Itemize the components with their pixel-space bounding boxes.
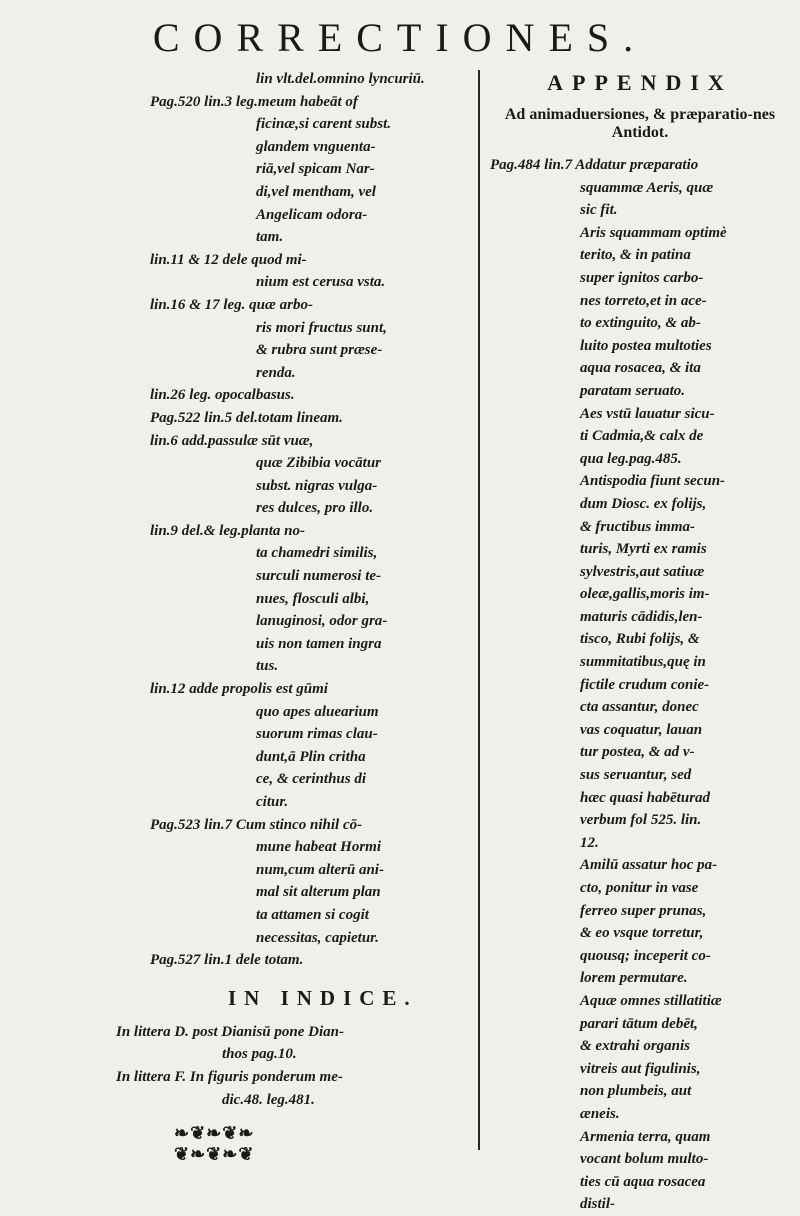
index-line: thos pag.10.	[222, 1046, 297, 1063]
text-line	[490, 719, 790, 742]
text-line	[150, 791, 465, 814]
line-text: ti Cadmia,& calx de	[580, 428, 704, 445]
text-line	[150, 475, 465, 498]
line-text: suorum rimas clau-	[256, 726, 378, 743]
line-text: ce, & cerinthus di	[256, 771, 367, 788]
line-text: cto, ponitur in vase	[580, 880, 699, 896]
line-text: luito postea multoties	[580, 337, 712, 354]
text-line	[150, 136, 465, 159]
line-text: res dulces, pro illo.	[256, 500, 374, 517]
text-line	[490, 1126, 790, 1149]
line-text: æneis.	[580, 1105, 620, 1122]
text-line	[490, 696, 790, 719]
line-text: mune habeat Hormi	[256, 839, 382, 856]
text-line	[490, 741, 790, 764]
text-line	[490, 764, 790, 787]
line-text: nues, flosculi albi,	[256, 590, 370, 607]
text-line	[490, 244, 790, 267]
line-text: & fructibus imma-	[580, 518, 696, 535]
line-text: glandem vnguenta-	[256, 138, 376, 155]
line-text: Aes vstū lauatur sicu-	[580, 405, 715, 422]
text-line	[490, 1171, 790, 1194]
text-line	[150, 158, 465, 181]
text-line	[150, 723, 465, 746]
line-text: sus seruantur, sed	[580, 767, 692, 784]
text-line	[490, 628, 790, 651]
line-text: leg. opocalbasus.	[189, 387, 295, 404]
text-line	[150, 204, 465, 227]
line-reference: lin.6	[150, 432, 178, 449]
text-line	[150, 271, 465, 294]
text-line	[490, 357, 790, 380]
line-reference: Pag.523 lin.7	[150, 816, 233, 833]
text-line	[490, 832, 790, 855]
text-line	[150, 678, 465, 701]
line-text: del.totam lineam.	[235, 409, 343, 426]
text-line	[150, 836, 465, 859]
text-line	[490, 1148, 790, 1171]
text-line	[490, 177, 790, 200]
line-text: distil-	[580, 1196, 616, 1213]
text-line	[150, 655, 465, 678]
text-line	[150, 339, 465, 362]
line-text: num,cum alterū ani-	[256, 861, 384, 878]
line-text: renda.	[256, 364, 296, 381]
text-line	[150, 610, 465, 633]
text-line	[150, 113, 465, 136]
line-text: non plumbeis, aut	[580, 1083, 692, 1100]
text-line	[150, 294, 465, 317]
line-reference: lin.16	[150, 296, 186, 313]
line-text: fictile crudum conie-	[580, 676, 710, 693]
line-text: sylvestris,aut satiuæ	[580, 563, 705, 580]
text-line	[150, 226, 465, 249]
left-column	[116, 68, 465, 1165]
line-text: lanuginosi, odor gra-	[256, 613, 388, 630]
text-line	[150, 181, 465, 204]
page-title: CORRECTIONES.	[152, 15, 648, 60]
line-text: add.passulæ sūt vuæ,	[181, 432, 314, 449]
line-text: & eo vsque torretur,	[580, 925, 704, 942]
text-line	[490, 470, 790, 493]
text-line	[150, 542, 465, 565]
line-text: surculi numerosi te-	[256, 568, 382, 585]
text-line	[150, 384, 465, 407]
line-text: mal sit alterum plan	[256, 884, 381, 901]
text-line	[490, 854, 790, 877]
line-text: citur.	[256, 794, 289, 810]
text-line	[490, 290, 790, 313]
ornament-row: ❧❦❧❦❧	[174, 1123, 255, 1144]
text-line	[490, 380, 790, 403]
corrections-list	[150, 68, 465, 972]
text-line	[490, 516, 790, 539]
text-line	[490, 922, 790, 945]
line-text: vocant bolum multo-	[580, 1151, 709, 1168]
line-text: summitatibus,quę in	[580, 654, 706, 671]
line-text: ties cū aqua rosacea	[580, 1173, 706, 1190]
text-line	[490, 990, 790, 1013]
line-reference: lin.9	[150, 522, 178, 539]
line-text: paratam seruato.	[580, 382, 686, 399]
line-text: riā,vel spicam Nar-	[256, 161, 375, 178]
text-line	[490, 493, 790, 516]
ornament-row: ❦❧❦❧❦	[174, 1144, 255, 1165]
line-text: nium est cerusa vsta.	[256, 274, 386, 291]
text-line	[490, 538, 790, 561]
text-line	[490, 154, 790, 177]
text-line	[150, 588, 465, 611]
line-text: vitreis aut figulinis,	[580, 1060, 701, 1077]
line-text: 12.	[580, 834, 599, 851]
line-text: squammæ Aeris, quæ	[580, 179, 714, 196]
line-text: necessitas, capietur.	[256, 929, 379, 946]
line-text: quæ Zibibia vocātur	[256, 455, 382, 472]
text-line	[490, 651, 790, 674]
line-text: nes torreto,et in ace-	[580, 292, 707, 309]
line-text: ris mori fructus sunt,	[256, 319, 387, 336]
line-text: Aris squammam optimè	[580, 224, 727, 241]
line-reference: Pag.484 lin.7	[490, 157, 573, 173]
text-line	[490, 1035, 790, 1058]
index-line: In littera D. post Dianisū pone Dian-	[116, 1023, 344, 1040]
line-text: quousq; inceperit co-	[580, 947, 711, 964]
text-line	[490, 312, 790, 335]
right-column	[490, 68, 790, 1216]
text-line	[150, 949, 465, 972]
line-text: Angelicam odora-	[256, 206, 368, 223]
line-text: tus.	[256, 658, 279, 675]
text-line	[150, 452, 465, 475]
index-line: In littera F. In figuris ponderum me-	[116, 1068, 343, 1085]
line-text: terito, & in patina	[580, 247, 691, 264]
text-line	[150, 768, 465, 791]
line-text: Aquæ omnes stillatitiæ	[580, 992, 722, 1009]
line-text: tur postea, & ad v-	[580, 744, 695, 761]
appendix-list	[490, 154, 790, 1216]
text-line	[150, 317, 465, 340]
line-text: quo apes aluearium	[256, 703, 379, 720]
text-line	[150, 904, 465, 927]
text-line	[150, 701, 465, 724]
line-text: turis, Myrti ex ramis	[580, 541, 707, 558]
line-text: sic fit.	[580, 202, 618, 219]
text-line	[490, 267, 790, 290]
line-text: & rubra sunt præse-	[256, 342, 383, 359]
text-line	[150, 633, 465, 656]
line-text: Armenia terra, quam	[580, 1128, 711, 1145]
text-line	[490, 1080, 790, 1103]
column-divider	[478, 70, 480, 1150]
text-line	[490, 1013, 790, 1036]
text-line	[150, 746, 465, 769]
text-line	[150, 249, 465, 272]
line-text: & 17 leg. quæ arbo-	[189, 296, 313, 313]
line-text: dunt,ā Plin critha	[256, 748, 366, 765]
text-line	[150, 407, 465, 430]
line-text: cta assantur, donec	[580, 699, 699, 716]
index-corrections-list	[116, 1021, 465, 1111]
line-text: lin vlt.del.omnino lyncuriū.	[256, 71, 425, 87]
line-reference: Pag.520 lin.3	[150, 93, 233, 110]
line-text: dum Diosc. ex folijs,	[580, 495, 707, 512]
line-text: Cum stinco nihil cō-	[235, 816, 363, 833]
line-text: dele totam.	[235, 952, 304, 969]
text-line	[150, 927, 465, 950]
line-text: super ignitos carbo-	[580, 269, 704, 286]
text-line	[490, 199, 790, 222]
line-text: Antispodia fiunt secun-	[580, 473, 726, 490]
line-text: & 12 dele quod mi-	[188, 251, 307, 268]
line-reference: lin.26	[150, 387, 186, 404]
text-line	[150, 68, 465, 91]
text-line	[490, 1193, 790, 1216]
text-line	[150, 520, 465, 543]
line-text: aqua rosacea, & ita	[580, 360, 701, 377]
line-text: maturis cādidis,len-	[580, 608, 703, 625]
text-line	[150, 814, 465, 837]
text-line	[150, 91, 465, 114]
line-text: ferreo super prunas,	[580, 902, 707, 919]
line-text: adde propolis est gūmi	[189, 681, 328, 698]
text-line	[150, 430, 465, 453]
line-reference: Pag.527 lin.1	[150, 952, 233, 969]
line-text: hæc quasi habēturad	[580, 789, 711, 806]
text-line	[490, 945, 790, 968]
appendix-heading: APPENDIX	[547, 70, 733, 95]
line-reference: lin.12	[150, 681, 186, 698]
line-text: & extrahi organis	[580, 1038, 691, 1055]
text-line	[490, 606, 790, 629]
text-line	[490, 1058, 790, 1081]
line-text: qua leg.pag.485.	[580, 450, 682, 467]
text-line	[150, 362, 465, 385]
line-text: ta attamen si cogit	[256, 906, 369, 923]
line-text: del.& leg.planta no-	[181, 522, 306, 539]
text-line	[490, 1103, 790, 1126]
line-text: leg.meum habeāt of	[235, 93, 358, 110]
line-reference: Pag.522 lin.5	[150, 409, 233, 426]
text-line	[490, 787, 790, 810]
line-reference: lin.11	[150, 251, 185, 268]
index-line: dic.48. leg.481.	[222, 1091, 315, 1108]
line-text: uis non tamen ingra	[256, 635, 382, 652]
text-line	[490, 222, 790, 245]
text-line	[490, 583, 790, 606]
line-text: Amilū assatur hoc pa-	[580, 857, 718, 874]
line-text: vas coquatur, lauan	[580, 721, 703, 738]
text-line	[490, 403, 790, 426]
line-text: verbum fol 525. lin.	[580, 812, 702, 829]
index-heading: IN INDICE.	[228, 985, 418, 1010]
text-line	[490, 877, 790, 900]
line-text: ta chamedri similis,	[256, 545, 378, 562]
line-text: di,vel mentham, vel	[256, 183, 376, 200]
text-line	[490, 448, 790, 471]
line-text: oleæ,gallis,moris im-	[580, 586, 710, 603]
text-line	[490, 561, 790, 584]
text-line	[490, 809, 790, 832]
line-text: ficinæ,si carent subst.	[256, 116, 392, 133]
line-text: to extinguito, & ab-	[580, 315, 701, 332]
line-text: parari tātum debēt,	[580, 1015, 698, 1032]
line-text: lorem permutare.	[580, 970, 688, 987]
line-text: tam.	[256, 229, 284, 246]
text-line	[150, 565, 465, 588]
text-line	[490, 674, 790, 697]
text-line	[150, 497, 465, 520]
text-line	[490, 900, 790, 923]
text-line	[490, 425, 790, 448]
line-text: subst. nigras vulga-	[256, 477, 378, 494]
appendix-subheading: Ad animaduersiones, & præparatio-nes Antidot.	[504, 106, 776, 141]
text-line	[150, 881, 465, 904]
text-line	[490, 967, 790, 990]
text-line	[150, 859, 465, 882]
line-text: Addatur præparatio	[575, 157, 699, 173]
line-text: tisco, Rubi folijs, &	[580, 631, 700, 648]
text-line	[490, 335, 790, 358]
